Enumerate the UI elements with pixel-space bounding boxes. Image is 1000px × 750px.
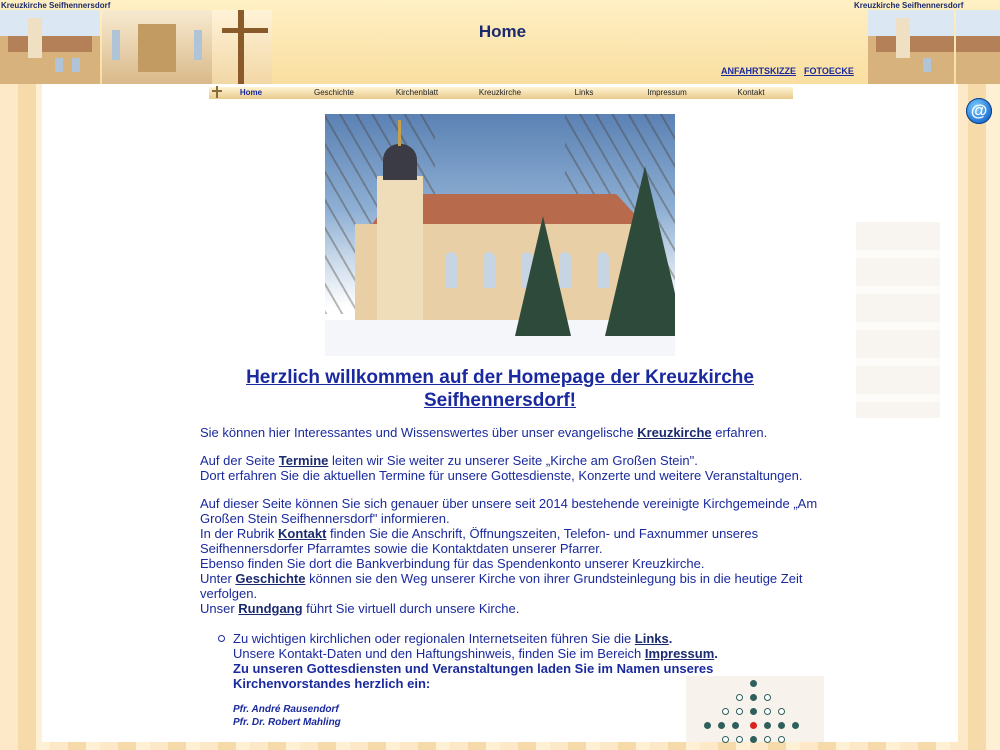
header-caption-left: Kreuzkirche Seifhennersdorf: [1, 1, 111, 10]
kreuzkirche-link[interactable]: Kreuzkirche: [637, 425, 712, 440]
main-navigation: [209, 87, 793, 99]
text: Auf dieser Seite können Sie sich genauer über unsere seit 2014 bestehende vereinigte Kirchgemeinde „Am Großen Stein Seifhennersdorf" informieren.: [200, 496, 818, 526]
decorative-dot-pattern: [686, 676, 824, 742]
text: Unter: [200, 571, 236, 586]
faded-side-panel: [856, 222, 940, 418]
header-photo-church-exterior-right: [868, 10, 954, 84]
pastor-name-1: Pfr. André Rausendorf: [233, 704, 339, 715]
paragraph-kreuzkirche: [200, 425, 824, 440]
intro-text: [200, 425, 824, 629]
header-photo-church-exterior-right-2: [956, 10, 1000, 84]
impressum-link[interactable]: Impressum: [644, 646, 715, 661]
welcome-heading: Herzlich willkommen auf der Homepage der Kreuzkirche Seifhennersdorf!: [246, 367, 754, 411]
nav-item-geschichte[interactable]: Geschichte: [313, 88, 355, 97]
text: Auf der Seite: [200, 453, 279, 468]
bullet-circle-icon: [218, 635, 225, 642]
anfahrtsskizze-link[interactable]: ANFAHRTSKIZZE: [721, 66, 796, 76]
nav-item-home[interactable]: Home: [239, 88, 263, 97]
text: führt Sie virtuell durch unsere Kirche.: [302, 601, 520, 616]
cross-icon: [212, 86, 222, 98]
termine-link[interactable]: Termine: [278, 453, 329, 468]
paragraph-termine: [200, 453, 824, 483]
page-title: Home: [478, 22, 527, 41]
kontakt-link[interactable]: Kontakt: [278, 526, 327, 541]
header-photo-church-interior: [102, 10, 212, 84]
invitation-bold-text: Zu unseren Gottesdiensten und Veranstaltungen laden Sie im Namen unseres Kirchenvorstandes herzlich ein:: [233, 661, 714, 691]
geschichte-link[interactable]: Geschichte: [235, 571, 306, 586]
nav-item-kirchenblatt[interactable]: Kirchenblatt: [395, 88, 439, 97]
nav-item-impressum[interactable]: Impressum: [647, 88, 687, 97]
text: erfahren.: [711, 425, 768, 440]
text: finden Sie die Anschrift, Öffnungszeiten, Telefon- und Faxnummer unseres Seifhennersdorfer Pfarramtes sowie die Kontaktdaten unserer Pfarrer.: [200, 526, 759, 556]
text: Sie können hier Interessantes und Wissenswertes über unser evangelische: [200, 425, 638, 440]
text: In der Rubrik: [200, 526, 279, 541]
fotoecke-link[interactable]: FOTOECKE: [804, 66, 854, 76]
text: Zu wichtigen kirchlichen oder regionalen Internetseiten führen Sie die: [233, 631, 635, 646]
text: Unser: [200, 601, 239, 616]
paragraph-kirchgemeinde: [200, 496, 824, 616]
page-header: [0, 0, 1000, 84]
text: Dort erfahren Sie die aktuellen Termine für unsere Gottesdienste, Konzerte und weitere Veranstaltungen.: [200, 468, 803, 483]
header-caption-right: Kreuzkirche Seifhennersdorf: [854, 1, 964, 10]
text: Ebenso finden Sie dort die Bankverbindung für das Spendenkonto unserer Kreuzkirche.: [200, 556, 705, 571]
church-photo: [325, 114, 675, 356]
text: .: [714, 646, 718, 661]
links-link[interactable]: Links: [634, 631, 669, 646]
nav-item-kontakt[interactable]: Kontakt: [737, 88, 765, 97]
text: Unsere Kontakt-Daten und den Haftungshinweis, finden Sie im Bereich: [233, 646, 645, 661]
header-photo-cross: [212, 10, 272, 84]
text: können sie den Weg unserer Kirche von ihrer Grundsteinlegung bis in die heutige Zeit verfolgen.: [200, 571, 803, 601]
nav-item-kreuzkirche[interactable]: Kreuzkirche: [478, 88, 522, 97]
text: .: [668, 631, 673, 646]
rundgang-link[interactable]: Rundgang: [238, 601, 303, 616]
text: leiten wir Sie weiter zu unserer Seite „Kirche am Großen Stein".: [328, 453, 698, 468]
header-photo-church-exterior: [0, 10, 100, 84]
nav-item-links[interactable]: Links: [574, 88, 594, 97]
email-at-icon[interactable]: @: [966, 98, 992, 124]
pastor-name-2: Pfr. Dr. Robert Mahling: [233, 717, 341, 728]
